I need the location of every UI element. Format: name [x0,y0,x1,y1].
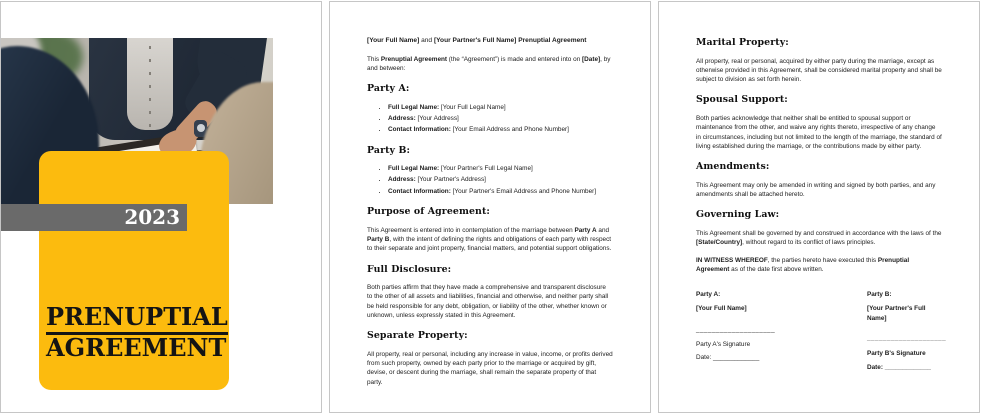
section-heading-party-b: Party B: [367,144,411,156]
party-a-details [367,103,613,135]
section-heading-purpose: Purpose of Agreement: [367,206,490,218]
cover-title-line1: PRENUPTIAL [46,302,228,331]
party-b-details [367,164,613,196]
section-heading-party-a: Party A: [367,83,410,95]
signature-line: ____________________ [696,325,776,333]
photo-watch-face [197,124,205,132]
signature-line: ____________________ [866,335,947,342]
section-heading-governing-law: Governing Law: [696,209,780,221]
section-paragraph-spousal-support: Both parties acknowledge that neither shall be entitled to spousal support or maintenance from the other, and waive any rights thereto, irrespective of any change in circumstances, including but not limited to the length of the marriage, the standard of living established during the marriage, or the contributions made by either party. [696,115,942,150]
list-item: • Full Legal Name: [Your Full Legal Name] [388,103,613,112]
section-heading-spousal-support: Spousal Support: [696,94,788,106]
section-paragraph-governing-law: This Agreement shall be governed by and construed in accordance with the laws of the [State/Country], without regard to its conflict of laws principles. [696,230,942,247]
list-item: • Address: [Your Address] [388,114,613,123]
section-paragraph-separate-property: All property, real or personal, including any increase in value, income, or profits derived from such property, owned by each party prior to the marriage or acquired by gift, devise, or descent during the marriage, shall remain the separate property of that party. [367,350,613,386]
list-item: • Full Legal Name: [Your Partner's Full Legal Name] [388,164,613,173]
cover-title-line2: AGREEMENT [46,333,227,362]
signature-caption: Party B's Signature [866,350,926,358]
signature-party-a [696,290,867,372]
section-heading-marital-property: Marital Property: [696,37,789,48]
agreement-page-1 [329,1,651,413]
signature-party-name: [Your Partner's Full Name] [866,305,926,322]
signature-caption: Party A's Signature [696,341,751,348]
witness-paragraph: IN WITNESS WHEREOF, the parties hereto have executed this Prenuptial Agreement as of the date first above written. [696,256,910,273]
signature-party-label: Party A: [696,291,721,299]
signature-date: Date: _____________ [866,363,931,371]
section-heading-amendments: Amendments: [696,161,770,173]
section-paragraph-amendments: This Agreement may only be amended in writing and signed by both parties, and any amendments shall be attached hereto. [696,181,936,199]
signature-block [696,290,947,372]
agreement-page-2 [658,1,980,413]
cover-page [0,1,322,413]
signature-date: Date: _____________ [696,354,760,362]
section-heading-separate-property: Separate Property: [367,330,468,342]
section-paragraph-marital-property: All property, real or personal, acquired by either party during the marriage, except as otherwise provided in this Agreement, shall be considered marital property and shall be subject to division as set forth herein. [696,57,942,84]
section-paragraph-full-disclosure: Both parties affirm that they have made a comprehensive and transparent disclosure to the other of all assets and liabilities, financial and otherwise, and neither party shall be held responsible for any debt, obligation, or liability of the other, whether known or unknown, unless expressly stated in this Agreement. [367,284,609,319]
list-item: • Address: [Your Partner's Address] [388,175,613,184]
signature-party-name: [Your Full Name] [696,305,747,313]
year-label: 2023 [124,205,180,229]
signature-party-label: Party B: [866,291,892,299]
signature-party-b [866,290,947,372]
year-ribbon [0,204,187,231]
intro-paragraph: This Prenuptial Agreement (the “Agreement”) is made and entered into on [Date], by and between: [367,55,611,72]
list-item: • Contact Information: [Your Partner's Email Address and Phone Number] [388,187,613,196]
section-paragraph-purpose: This Agreement is entered into in contemplation of the marriage between Party A and Party B, with the intent of defining the rights and obligations of each party with respect to their separate and joint property, financial matters, and potential support obligations. [367,226,612,253]
cover-card [39,151,229,390]
photo-shirt-buttons [149,46,151,128]
list-item: • Contact Information: [Your Email Address and Phone Number] [388,125,613,134]
document-title: [Your Full Name] and [Your Partner's Full Name] Prenuptial Agreement [367,37,587,44]
section-heading-full-disclosure: Full Disclosure: [367,263,452,275]
